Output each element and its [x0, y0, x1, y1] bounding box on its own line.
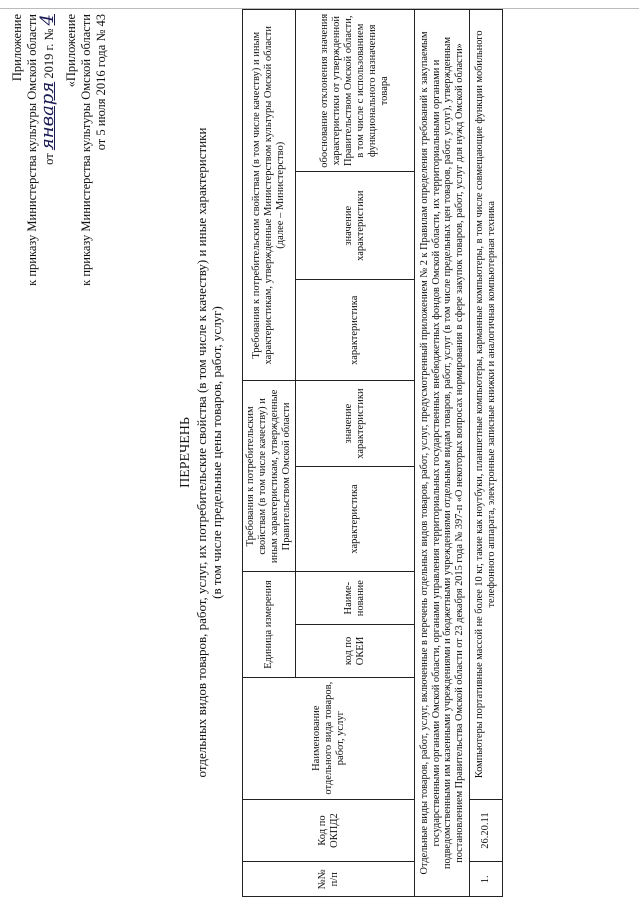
title-subtitle-parenthetical: (в том числе предельные цены товаров, работ, услуг) — [209, 306, 224, 599]
row-code: 26.20.11 — [470, 799, 502, 862]
handwritten-month: января — [37, 81, 58, 151]
appendix-block-previous — [64, 14, 109, 454]
table-note-row — [415, 10, 470, 897]
prev-appendix-order-ref: к приказу Министерства культуры Омской области — [79, 14, 93, 286]
document-title — [178, 0, 225, 905]
header-gov-characteristic: характеристика — [296, 466, 415, 572]
header-unit-name: Наиме-нование — [296, 572, 415, 625]
requirements-table — [242, 9, 503, 897]
header-ministry-justification: обоснование отклонения значения характеристики от утвержденной Правительством Омской области, в том числе с использованием функционального назначения товара — [296, 10, 415, 172]
prev-appendix-label: «Приложение — [64, 14, 78, 88]
row-item-description: Компьютеры портативные массой не более 10 кг, такие как ноутбуки, планшетные компьютеры, карманные компьютеры, в том числе совмещающие функции мобильного телефонного аппарата, электронные записные книжки и аналогичная компьютерная техника — [470, 10, 502, 800]
appendix-label: Приложение — [10, 14, 24, 82]
header-ministry-characteristic: характеристика — [296, 280, 415, 381]
prev-appendix-date: от 5 июля 2016 года № 43 — [94, 14, 108, 151]
title-subtitle: отдельных видов товаров, работ, услуг, их потребительские свойства (в том числе к качеству) и иные характеристики — [193, 127, 209, 778]
header-gov-requirements: Требования к потребительским свойствам (в том числе качеству) и иным характеристикам, утвержденные Правительством Омской области — [243, 381, 296, 572]
header-unit: Единица измерения — [243, 572, 296, 678]
title-heading: ПЕРЕЧЕНЬ — [178, 417, 193, 488]
header-ministry-value: значение характеристики — [296, 172, 415, 280]
handwritten-number: 4 — [37, 14, 58, 26]
appendix-order-ref: к приказу Министерства культуры Омской области — [25, 14, 39, 286]
header-okpd-code: Код по ОКПД2 — [243, 799, 415, 862]
header-number: №№ п/п — [243, 862, 415, 897]
header-gov-value: значение характеристики — [296, 381, 415, 466]
header-ministry-requirements: Требования к потребительским свойствам (в том числе качеству) и иным характеристикам, утвержденные Министерством культуры Омской области (далее – Министерство) — [243, 10, 296, 381]
table-header-row-1 — [243, 10, 296, 897]
table-row — [470, 10, 502, 897]
header-unit-code: код по ОКЕИ — [296, 625, 415, 678]
appendix-block-current — [10, 14, 57, 454]
table-note: Отдельные виды товаров, работ, услуг, включенные в перечень отдельных видов товаров, работ, услуг, предусмотренный приложением № 2 к Правилам определения требований к закупаемым государственными органами Омской области, органами управления территориальных государственных внебюджетных фондов Омской области, их территориальными органами и подведомственными им казенными учреждениями и бюджетными учреждениями отдельным видам товаров, работ, услуг (в том числе предельных цен товаров, работ, услуг), утвержденным постановлением Правительства Омской области от 23 декабря 2015 года № 397-п «О некоторых вопросах нормирования в сфере закупок товаров, работ, услуг для нужд Омской области» — [415, 10, 470, 897]
header-item-name: Наименование отдельного вида товаров, работ, услуг — [243, 677, 415, 799]
row-number: 1. — [470, 862, 502, 897]
appendix-date-line: от января 2019 г. № 4 — [37, 14, 58, 165]
